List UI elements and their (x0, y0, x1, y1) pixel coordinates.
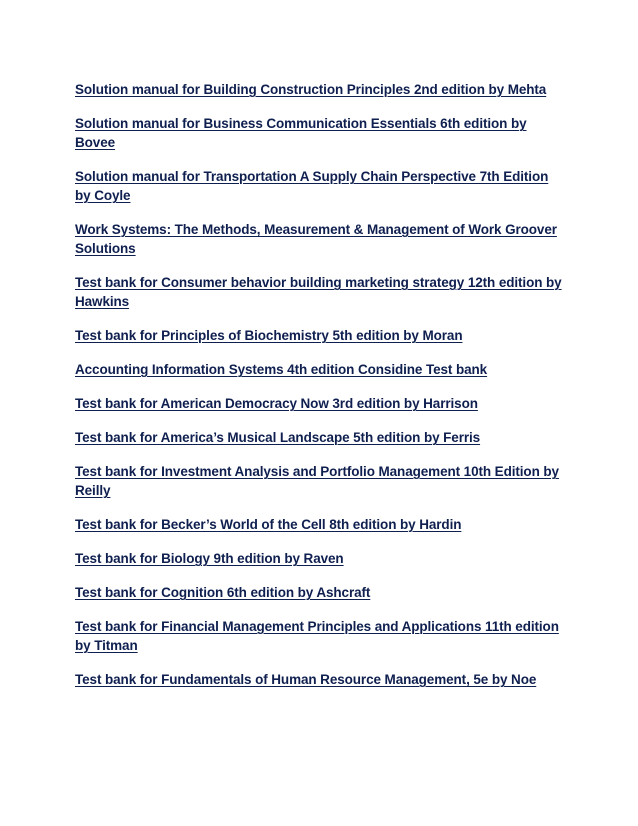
list-item (75, 273, 565, 311)
link-americas-musical-landscape[interactable]: Test bank for America’s Musical Landscape 5th edition by Ferris (75, 430, 481, 445)
list-item (75, 326, 565, 345)
link-beckers-world-of-the-cell[interactable]: Test bank for Becker’s World of the Cell 8th edition by Hardin (75, 517, 462, 532)
list-item (75, 428, 565, 447)
link-financial-management[interactable]: Test bank for Financial Management Principles and Applications 11th edition by Titman (75, 619, 559, 653)
link-transportation-supply-chain[interactable]: Solution manual for Transportation A Supply Chain Perspective 7th Edition by Coyle (75, 169, 549, 203)
list-item (75, 114, 565, 152)
list-item (75, 80, 565, 99)
list-item (75, 515, 565, 534)
link-list (75, 80, 565, 704)
list-item (75, 462, 565, 500)
list-item (75, 167, 565, 205)
list-item (75, 220, 565, 258)
link-american-democracy-now[interactable]: Test bank for American Democracy Now 3rd edition by Harrison (75, 396, 478, 411)
list-item (75, 549, 565, 568)
link-investment-analysis[interactable]: Test bank for Investment Analysis and Portfolio Management 10th Edition by Reilly (75, 464, 559, 498)
link-business-communication-essentials[interactable]: Solution manual for Business Communication Essentials 6th edition by Bovee (75, 116, 527, 150)
list-item (75, 394, 565, 413)
link-building-construction-principles[interactable]: Solution manual for Building Construction Principles 2nd edition by Mehta (75, 82, 547, 97)
list-item (75, 617, 565, 655)
link-cognition[interactable]: Test bank for Cognition 6th edition by Ashcraft (75, 585, 371, 600)
link-human-resource-management[interactable]: Test bank for Fundamentals of Human Resource Management, 5e by Noe (75, 672, 537, 687)
list-item (75, 670, 565, 689)
link-principles-of-biochemistry[interactable]: Test bank for Principles of Biochemistry 5th edition by Moran (75, 328, 463, 343)
link-biology[interactable]: Test bank for Biology 9th edition by Raven (75, 551, 344, 566)
link-accounting-information-systems[interactable]: Accounting Information Systems 4th edition Considine Test bank (75, 362, 488, 377)
link-consumer-behavior[interactable]: Test bank for Consumer behavior building marketing strategy 12th edition by Hawkins (75, 275, 562, 309)
list-item (75, 583, 565, 602)
link-work-systems[interactable]: Work Systems: The Methods, Measurement & Management of Work Groover Solutions (75, 222, 557, 256)
list-item (75, 360, 565, 379)
